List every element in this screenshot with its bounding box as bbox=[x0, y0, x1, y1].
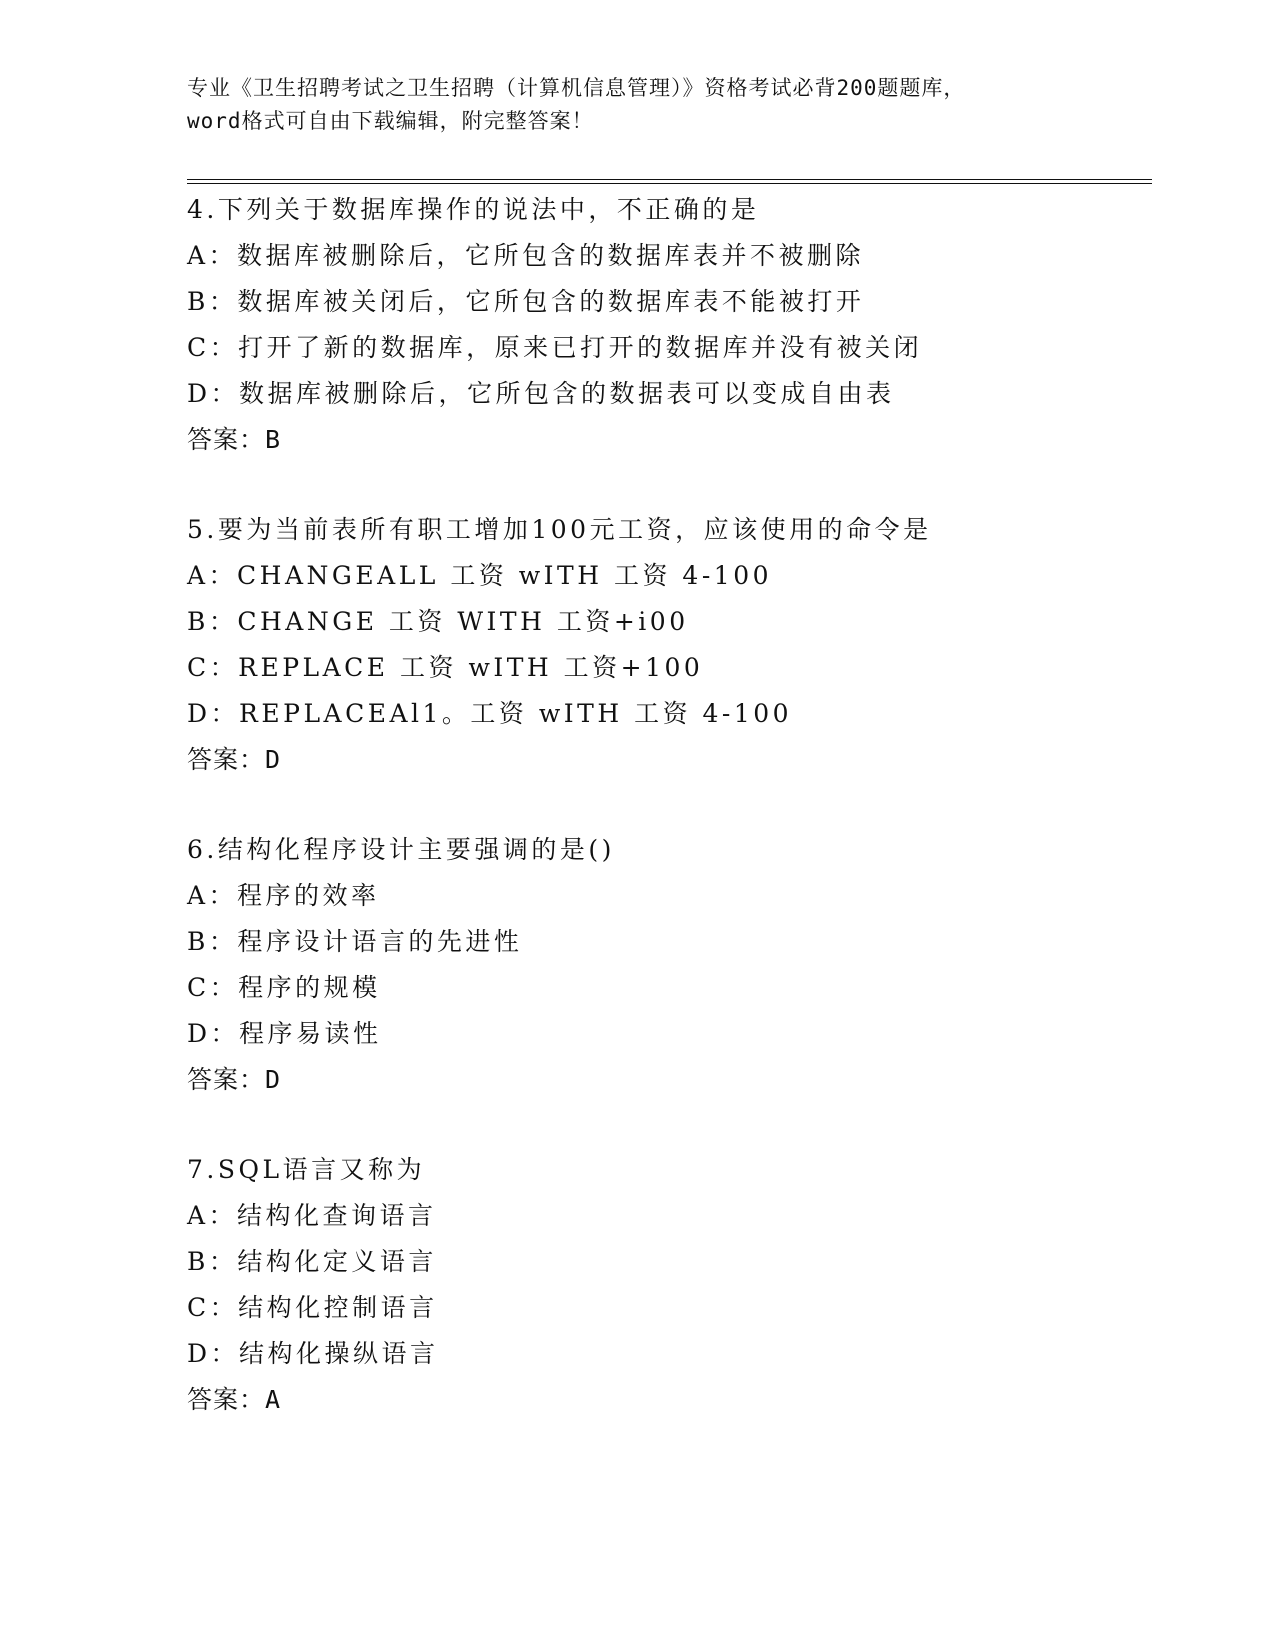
option-a: A：CHANGEALL 工资 wITH 工资 4-100 bbox=[187, 561, 772, 590]
question-stem: 6.结构化程序设计主要强调的是() bbox=[187, 835, 615, 864]
question-stem: 7.SQL语言又称为 bbox=[187, 1155, 426, 1184]
option-b: B：数据库被关闭后，它所包含的数据库表不能被打开 bbox=[187, 287, 865, 316]
answer-label: 答案：A bbox=[187, 1385, 282, 1414]
option-b: B：结构化定义语言 bbox=[187, 1247, 437, 1276]
answer-label: 答案：D bbox=[187, 1065, 282, 1094]
question-5 bbox=[187, 507, 1147, 783]
option-b: B：程序设计语言的先进性 bbox=[187, 927, 523, 956]
question-stem: 5.要为当前表所有职工增加100元工资，应该使用的命令是 bbox=[187, 515, 932, 544]
option-d: D：程序易读性 bbox=[187, 1019, 382, 1048]
option-c: C：打开了新的数据库，原来已打开的数据库并没有被关闭 bbox=[187, 333, 923, 362]
header-line-1: 专业《卫生招聘考试之卫生招聘（计算机信息管理）》资格考试必背200题题库， bbox=[187, 76, 966, 100]
option-b: B：CHANGE 工资 WITH 工资+i00 bbox=[187, 607, 689, 636]
option-c: C：REPLACE 工资 wITH 工资+100 bbox=[187, 653, 704, 682]
question-6 bbox=[187, 827, 1147, 1103]
question-stem: 4.下列关于数据库操作的说法中，不正确的是 bbox=[187, 195, 760, 224]
option-d: D：数据库被删除后，它所包含的数据表可以变成自由表 bbox=[187, 379, 895, 408]
option-c: C：程序的规模 bbox=[187, 973, 381, 1002]
option-a: A：数据库被删除后，它所包含的数据库表并不被删除 bbox=[187, 241, 865, 270]
answer-label: 答案：B bbox=[187, 425, 282, 454]
option-d: D：结构化操纵语言 bbox=[187, 1339, 439, 1368]
document-header bbox=[187, 72, 1087, 138]
header-line-2: word格式可自由下载编辑，附完整答案！ bbox=[187, 109, 594, 133]
option-a: A：程序的效率 bbox=[187, 881, 380, 910]
option-c: C：结构化控制语言 bbox=[187, 1293, 438, 1322]
question-4 bbox=[187, 187, 1147, 463]
answer-label: 答案：D bbox=[187, 745, 282, 774]
header-divider-bottom bbox=[187, 183, 1152, 184]
question-7 bbox=[187, 1147, 1147, 1423]
header-divider-top bbox=[187, 179, 1152, 180]
option-d: D：REPLACEAl1。工资 wITH 工资 4-100 bbox=[187, 699, 793, 728]
option-a: A：结构化查询语言 bbox=[187, 1201, 437, 1230]
